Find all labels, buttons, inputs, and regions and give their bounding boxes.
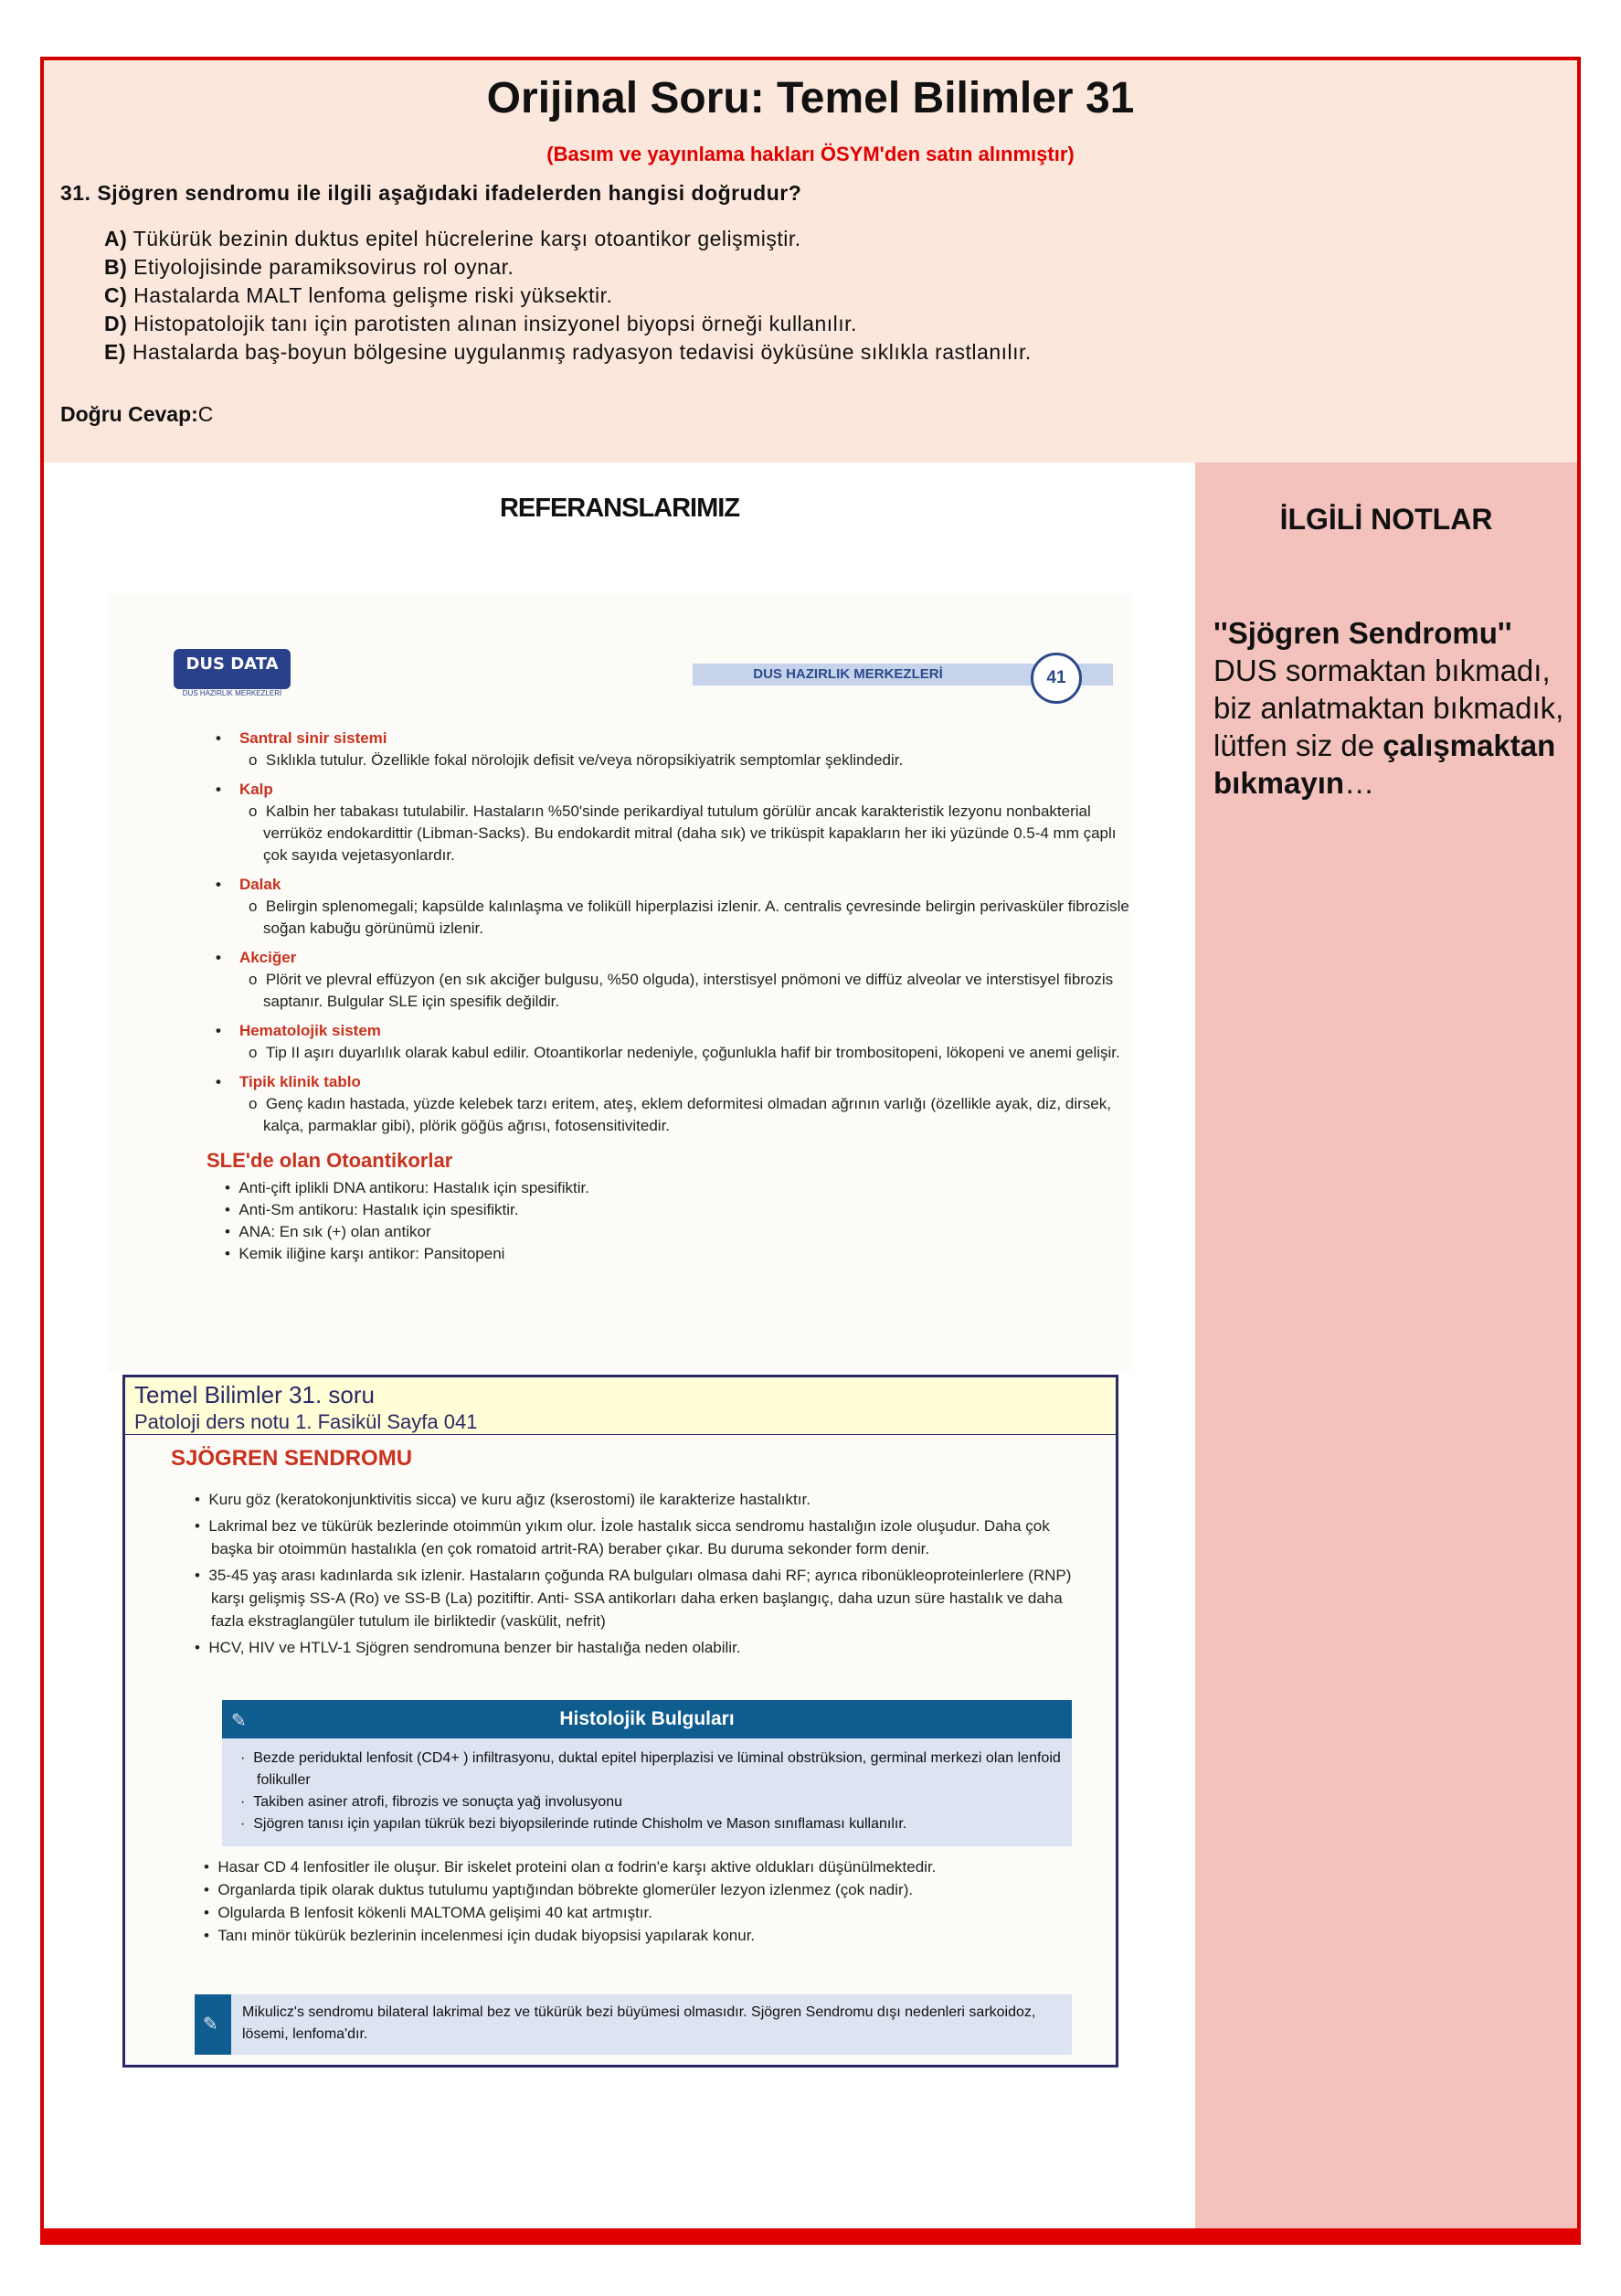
section-item: o Plörit ve plevral effüzyon (en sık akciğer bulgusu, %50 olguda), interstisyel pnömoni ve diffüz alveolar ve interstisyel fibrozis saptanır. Bulgular SLE için spesifik değildir. (249, 971, 1114, 1010)
note-text: Mikulicz's sendromu bilateral lakrimal bez ve tükürük bezi büyümesi olmasıdır. Sjögren Sendromu dışı nedenleri sarkoidoz, lösemi, lenfoma'dır. (242, 2004, 1036, 2042)
page-2-content (195, 1484, 1090, 1659)
sle-item: • Anti-çift iplikli DNA antikoru: Hastalık için spesifiktir. (225, 1179, 589, 1196)
histology-item: · Bezde periduktal lenfosit (CD4+ ) infiltrasyonu, duktal epitel hiperplazisi ve lüminal obstrüksion, germinal merkezi olan lenfoid folikuller (240, 1750, 1061, 1788)
notes-ellipsis: … (1344, 766, 1375, 800)
mikulicz-note (195, 1994, 1072, 2055)
bullet-item: • HCV, HIV ve HTLV-1 Sjögren sendromuna benzer bir hastalığa neden olabilir. (195, 1639, 741, 1656)
bullet-item: • Olgularda B lenfosit kökenli MALTOMA gelişimi 40 kat artmıştır. (204, 1904, 652, 1921)
header-ribbon: DUS HAZIRLIK MERKEZLERİ (693, 664, 1113, 686)
pencil-icon: ✎ (203, 2014, 218, 2035)
reference-caption (122, 1375, 1118, 1437)
sle-heading: SLE'de olan Otoantikorlar (207, 1149, 453, 1172)
section-item: o Belirgin splenomegali; kapsülde kalınlaşma ve foliküll hiperplazisi izlenir. A. centralis çevresinde belirgin perivasküler fibrozisle soğan kabuğu görünümü izlenir. (249, 898, 1129, 937)
section-item: o Kalbin her tabakası tutulabilir. Hastaların %50'sinde perikardiyal tutulum görülür ancak karakteristik lezyonu nonbakterial verrüköz endokardittir (Libman-Sacks). Bu endokardit mitral (daha sık) ve triküspit kapakların her iki yüzünde 0.5-4 mm çaplı çok sayıda vejetasyonlardır. (249, 803, 1117, 864)
histology-list (231, 1748, 1063, 1835)
note-strip (195, 1994, 231, 2055)
section-item: o Sıklıkla tutulur. Özellikle fokal nörolojik defisit ve/veya nöropsikiyatrik semptomlar şeklindedir. (249, 751, 904, 769)
section-heading: • Dalak (216, 874, 1129, 896)
page-title: Orijinal Soru: Temel Bilimler 31 (486, 74, 1135, 122)
section-item: o Genç kadın hastada, yüzde kelebek tarzı eritem, ateş, eklem deformitesi olmadan ağrının varlığı (özellikle ayak, diz, dirsek, kalça, parmaklar gibi), plörik göğüs ağrısı, fotosensitivitedir. (249, 1095, 1111, 1134)
notes-title: ''Sjögren Sendromu'' (1213, 616, 1512, 650)
caption-source: Patoloji ders notu 1. Fasikül Sayfa 041 (134, 1410, 478, 1433)
section-heading: • Hematolojik sistem (216, 1020, 1129, 1042)
sjogren-title: SJÖGREN SENDROMU (171, 1446, 413, 1471)
section-heading: • Kalp (216, 779, 1129, 801)
pencil-icon: ✎ (231, 1711, 247, 1731)
correct-answer: Doğru Cevap:C (60, 402, 214, 426)
bullet-item: • Hasar CD 4 lenfositler ile oluşur. Bir iskelet proteini olan α fodrin'e karşı aktive oldukları düşünülmektedir. (204, 1858, 937, 1876)
section-heading: • Akciğer (216, 947, 1129, 969)
bullet-item: • Lakrimal bez ve tükürük bezlerinde otoimmün yıkım olur. İzole hastalık sicca sendromu hastalığın izole oluşudur. Daha çok başka bir otoimmün hastalıkla (en çok romatoid artrit-RA) beraber çıkar. Bu duruma sekonder form denir. (195, 1517, 1050, 1557)
bullet-item: • 35-45 yaş arası kadınlarda sık izlenir. Hastaların çoğunda RA bulguları olmasa dahi RF; ayrıca ribonükleoproteinlerlere (RNP) karşı gelişmiş SS-A (Ro) ve SS-B (La) pozitiftir. Anti- SSA antikorları daha erken başlangıç, daha uzun süre hastalık ve daha fazla ekstraglangüler tutulum ile birliktedir (vaskülit, nefrit) (195, 1567, 1072, 1630)
dus-data-logo: DUS DATA (174, 649, 291, 689)
bottom-bar (40, 2228, 1581, 2245)
histology-box (222, 1700, 1072, 1846)
copyright-note: (Basım ve yayınlama hakları ÖSYM'den satın alınmıştır) (546, 143, 1075, 165)
histology-header: ✎ Histolojik Bulguları (222, 1700, 1072, 1738)
notes-heading: İLGİLİ NOTLAR (1279, 503, 1493, 536)
histology-item: · Takiben asiner atrofi, fibrozis ve sonuçta yağ involusyonu (240, 1794, 622, 1810)
page-number: 41 (1031, 653, 1082, 704)
notes-body-bold: çalışmaktan bıkmayın (1213, 728, 1556, 800)
sle-item: • Kemik iliğine karşı antikor: Pansitopeni (225, 1245, 505, 1262)
histology-item: · Sjögren tanısı için yapılan tükrük bezi biyopsilerinde rutinde Chisholm ve Mason sınıflaması kullanılır. (240, 1816, 907, 1832)
option-a: A) Tükürük bezinin duktus epitel hücrelerine karşı otoantikor gelişmiştir. (104, 227, 801, 250)
section-heading: • Tipik klinik tablo (216, 1071, 1129, 1093)
option-d: D) Histopatolojik tanı için parotisten alınan insizyonel biyopsi örneği kullanılır. (104, 312, 857, 335)
sle-item: • Anti-Sm antikoru: Hastalık için spesifiktir. (225, 1201, 519, 1218)
bullet-item: • Kuru göz (keratokonjunktivitis sicca) ve kuru ağız (kserostomi) ile karakterize hastalıktır. (195, 1491, 810, 1508)
option-b: B) Etiyolojisinde paramiksovirus rol oynar. (104, 255, 514, 279)
reference-page-1 (108, 594, 1131, 1371)
bullet-item: • Organlarda tipik olarak duktus tutulumu yaptığından böbrekte glomerüler lezyon izlenmez (çok nadir). (204, 1881, 914, 1898)
caption-title: Temel Bilimler 31. soru (134, 1381, 375, 1408)
section-heading: • Santral sinir sistemi (216, 728, 1129, 749)
sle-item: • ANA: En sık (+) olan antikor (225, 1223, 431, 1240)
logo-subtitle: DUS HAZIRLIK MERKEZLERİ (182, 689, 282, 697)
notes-text (1213, 614, 1570, 802)
option-c: C) Hastalarda MALT lenfoma gelişme riski yüksektir. (104, 283, 613, 307)
option-e: E) Hastalarda baş-boyun bölgesine uygulanmış radyasyon tedavisi öyküsüne sıklıkla rastlanılır. (104, 340, 1032, 364)
page-1-content (207, 720, 1129, 1265)
page-2-lower (195, 1855, 1090, 1947)
answer-options (104, 225, 1032, 367)
question-text: 31. Sjögren sendromu ile ilgili aşağıdaki ifadelerden hangisi doğrudur? (60, 181, 802, 205)
section-item: o Tip II aşırı duyarlılık olarak kabul edilir. Otoantikorlar nedeniyle, çoğunlukla hafif bir trombositopeni, lökopeni ve anemi gelişir. (249, 1044, 1120, 1061)
bullet-item: • Tanı minör tükürük bezlerinin incelenmesi için dudak biyopsisi yapılarak konur. (204, 1927, 756, 1944)
reference-page-2 (122, 1435, 1118, 2067)
notes-body: DUS sormaktan bıkmadı, biz anlatmaktan bıkmadık, lütfen siz de (1213, 654, 1564, 762)
references-heading: REFERANSLARIMIZ (499, 494, 740, 523)
